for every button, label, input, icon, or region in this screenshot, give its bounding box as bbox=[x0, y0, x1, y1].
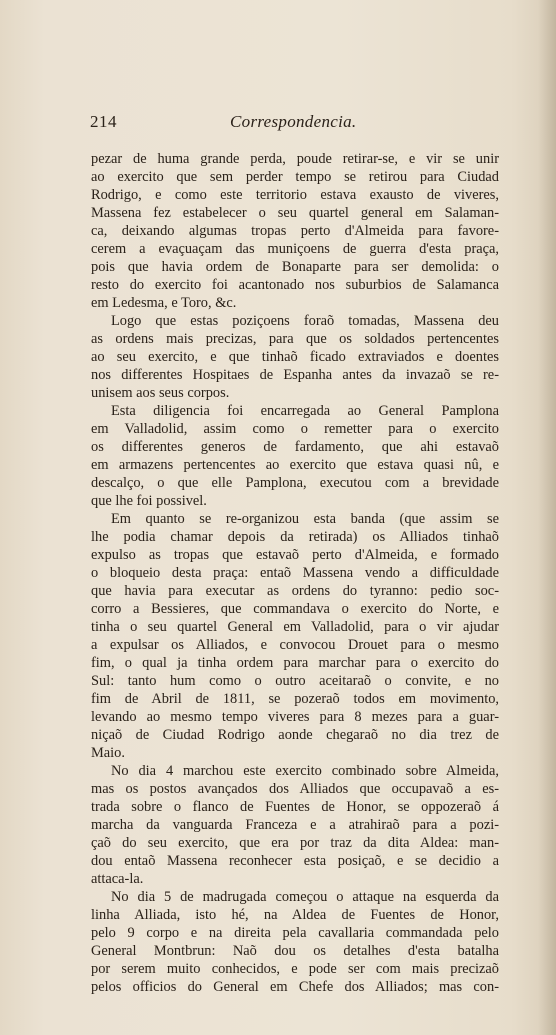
text-line: lhe podia chamar depois da retirada) os Alliados tinhaõ bbox=[91, 529, 499, 545]
text-line: trada sobre o flanco de Fuentes de Honor, se oppozeraõ á bbox=[91, 799, 499, 815]
text-line: çaõ do seu exercito, que era por traz da dita Aldea: man- bbox=[91, 835, 499, 851]
text-line: as ordens mais precizas, para que os soldados pertencentes bbox=[91, 331, 499, 347]
text-line: em armazens pertencentes ao exercito que estava quasi nû, e bbox=[91, 457, 499, 473]
text-line: tinha o seu quartel General em Valladolid, para o vir ajudar bbox=[91, 619, 499, 635]
text-line: expulso as tropas que estavaõ perto d'Almeida, e formado bbox=[91, 547, 499, 563]
text-line: mas os postos avançados dos Alliados que occupavaõ a es- bbox=[91, 781, 499, 797]
text-line: dou entaõ Massena reconhecer esta posiçaõ, e se decidio a bbox=[91, 853, 499, 869]
text-line: cerem a evaçuaçam das muniçoens de guerra d'esta praça, bbox=[91, 241, 499, 257]
running-head: Correspondencia. bbox=[230, 112, 357, 131]
text-line: ao exercito que sem perder tempo se retirou para Ciudad bbox=[91, 169, 499, 185]
text-line: que lhe foi possivel. bbox=[91, 493, 207, 509]
text-line: attaca-la. bbox=[91, 871, 144, 887]
text-line: em Valladolid, assim como o remetter para o exercito bbox=[91, 421, 499, 437]
text-line: descalço, o que elle Pamplona, executou com a brevidade bbox=[91, 475, 499, 491]
text-line: os differentes generos de fardamento, que ahi estavaõ bbox=[91, 439, 499, 455]
text-line: Massena fez estabelecer o seu quartel general em Salaman- bbox=[91, 205, 499, 221]
text-line: Logo que estas poziçoens foraõ tomadas, Massena deu bbox=[111, 313, 499, 329]
text-line: Rodrigo, e como este territorio estava exausto de viveres, bbox=[91, 187, 499, 203]
text-line: levando ao mesmo tempo viveres para 8 mezes para a guar- bbox=[91, 709, 499, 725]
text-line: No dia 4 marchou este exercito combinado sobre Almeida, bbox=[111, 763, 499, 779]
text-line: Esta diligencia foi encarregada ao General Pamplona bbox=[111, 403, 499, 419]
text-line: unisem aos seus corpos. bbox=[91, 385, 230, 401]
text-line: fim de Abril de 1811, se pozeraõ todos em movimento, bbox=[91, 691, 499, 707]
text-line: ao seu exercito, e que tinhaõ ficado extraviados e doentes bbox=[91, 349, 499, 365]
text-line: pelo 9 corpo e na direita pela cavallaria commandada pelo bbox=[91, 925, 499, 941]
text-line: pois que havia ordem de Bonaparte para ser demolida: o bbox=[91, 259, 499, 275]
page-edge-shadow bbox=[538, 0, 556, 1035]
text-line: Sul: tanto hum como o outro aceitaraõ o convite, e no bbox=[91, 673, 499, 689]
text-line: pelos officios do General em Chefe dos Alliados; mas con- bbox=[91, 979, 499, 995]
text-line: ca, deixando algumas tropas perto d'Almeida para favore- bbox=[91, 223, 499, 239]
text-line: No dia 5 de madrugada começou o attaque na esquerda da bbox=[111, 889, 499, 905]
text-line: Maio. bbox=[91, 745, 125, 761]
text-line: o bloqueio desta praça: entaõ Massena vendo a difficuldade bbox=[91, 565, 499, 581]
text-line: linha Alliada, isto hé, na Aldea de Fuentes de Honor, bbox=[91, 907, 499, 923]
text-line: a expulsar os Alliados, e convocou Drouet para o mesmo bbox=[91, 637, 499, 653]
text-line: marcha da vanguarda Franceza e a atrahiraõ para a pozi- bbox=[91, 817, 499, 833]
text-line: corro a Bessieres, que commandava o exercito do Norte, e bbox=[91, 601, 499, 617]
text-line: resto do exercito foi acantonado nos suburbios de Salamanca bbox=[91, 277, 499, 293]
text-line: em Ledesma, e Toro, &c. bbox=[91, 295, 237, 311]
body-text bbox=[91, 150, 499, 996]
text-line: por serem muito conhecidos, e pode ser com mais precizaõ bbox=[91, 961, 499, 977]
text-line: fim, o qual ja tinha ordem para marchar para o exercito do bbox=[91, 655, 499, 671]
text-line: pezar de huma grande perda, poude retirar-se, e vir se unir bbox=[91, 151, 499, 167]
text-line: Em quanto se re-organizou esta banda (que assim se bbox=[111, 511, 499, 527]
text-line: niçaõ de Ciudad Rodrigo aonde chegaraõ no dia trez de bbox=[91, 727, 499, 743]
text-line: General Montbrun: Naõ dou os detalhes d'esta batalha bbox=[91, 943, 499, 959]
page-header bbox=[90, 112, 498, 136]
page-number: 214 bbox=[90, 112, 117, 131]
text-line: nos differentes Hospitaes de Espanha antes da invazaõ se re- bbox=[91, 367, 499, 383]
text-line: que havia para executar as ordens do tyranno: pedio soc- bbox=[91, 583, 499, 599]
